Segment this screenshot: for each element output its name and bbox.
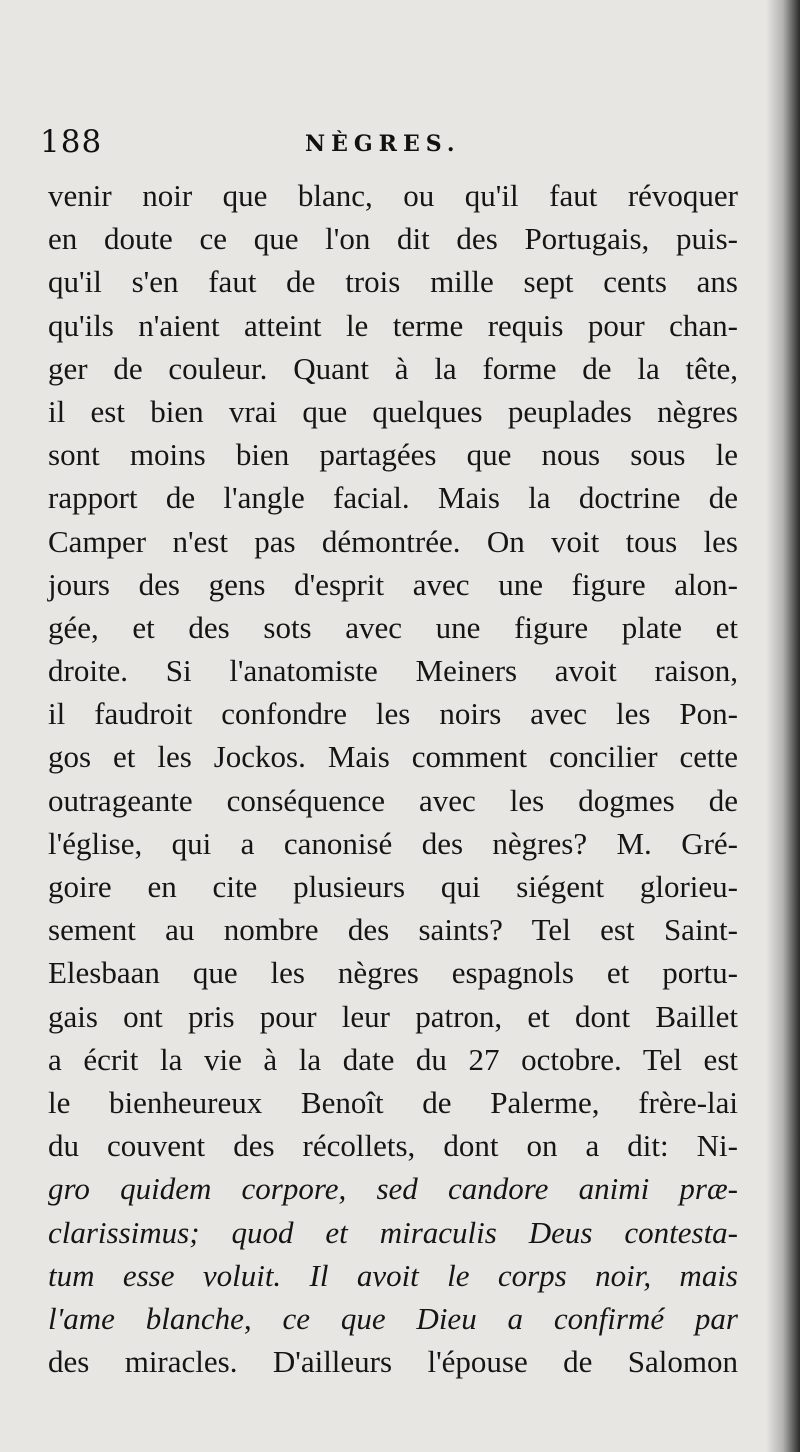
text-line: Camper n'est pas démontrée. On voit tous les bbox=[48, 523, 738, 559]
text-line: qu'ils n'aient atteint le terme requis pour chan- bbox=[48, 307, 738, 343]
text-line: rapport de l'angle facial. Mais la doctrine de bbox=[48, 480, 738, 516]
text-line: goire en cite plusieurs qui siégent glorieu- bbox=[48, 869, 738, 904]
text-line: sont moins bien partagées que nous sous le bbox=[48, 437, 738, 473]
text-line: du couvent des récollets, dont on a dit: Ni- bbox=[48, 1128, 738, 1164]
text-line: l'ame blanche, ce que Dieu a confirmé par bbox=[48, 1300, 738, 1336]
text-line: gos et les Jockos. Mais comment concilier cette bbox=[48, 739, 738, 775]
text-line: outrageante conséquence avec les dogmes de bbox=[48, 782, 738, 818]
text-line: en doute ce que l'on dit des Portugais, puis- bbox=[48, 221, 738, 257]
text-line: il faudroit confondre les noirs avec les Pon- bbox=[48, 696, 738, 732]
text-line: droite. Si l'anatomiste Meiners avoit raison, bbox=[48, 653, 738, 689]
text-line: gée, et des sots avec une figure plate et bbox=[48, 609, 738, 645]
body-text bbox=[48, 174, 738, 1383]
text-line: gais ont pris pour leur patron, et dont Baillet bbox=[48, 998, 738, 1034]
text-line: sement au nombre des saints? Tel est Saint- bbox=[48, 912, 738, 948]
text-line: tum esse voluit. Il avoit le corps noir, mais bbox=[48, 1257, 738, 1293]
text-line: venir noir que blanc, ou qu'il faut révoquer bbox=[48, 178, 738, 213]
text-line: le bienheureux Benoît de Palerme, frère-lai bbox=[48, 1084, 738, 1120]
text-line: il est bien vrai que quelques peuplades nègres bbox=[48, 393, 738, 429]
text-line: jours des gens d'esprit avec une figure alon- bbox=[48, 566, 738, 602]
page-header bbox=[40, 118, 740, 168]
page-number: 188 bbox=[40, 124, 103, 160]
text-line: qu'il s'en faut de trois mille sept cents ans bbox=[48, 264, 738, 300]
running-title: NÈGRES. bbox=[305, 131, 461, 157]
page-edge-shadow bbox=[766, 0, 800, 1452]
text-line: des miracles. D'ailleurs l'épouse de Salomon bbox=[48, 1344, 738, 1380]
text-line: l'église, qui a canonisé des nègres? M. Gré- bbox=[48, 825, 738, 861]
text-line: a écrit la vie à la date du 27 octobre. Tel est bbox=[48, 1041, 738, 1077]
text-line: clarissimus; quod et miraculis Deus contesta- bbox=[48, 1214, 738, 1250]
text-line: Elesbaan que les nègres espagnols et portu- bbox=[48, 955, 738, 991]
text-line: ger de couleur. Quant à la forme de la tête, bbox=[48, 350, 738, 386]
text-line: gro quidem corpore, sed candore animi præ- bbox=[48, 1171, 738, 1207]
